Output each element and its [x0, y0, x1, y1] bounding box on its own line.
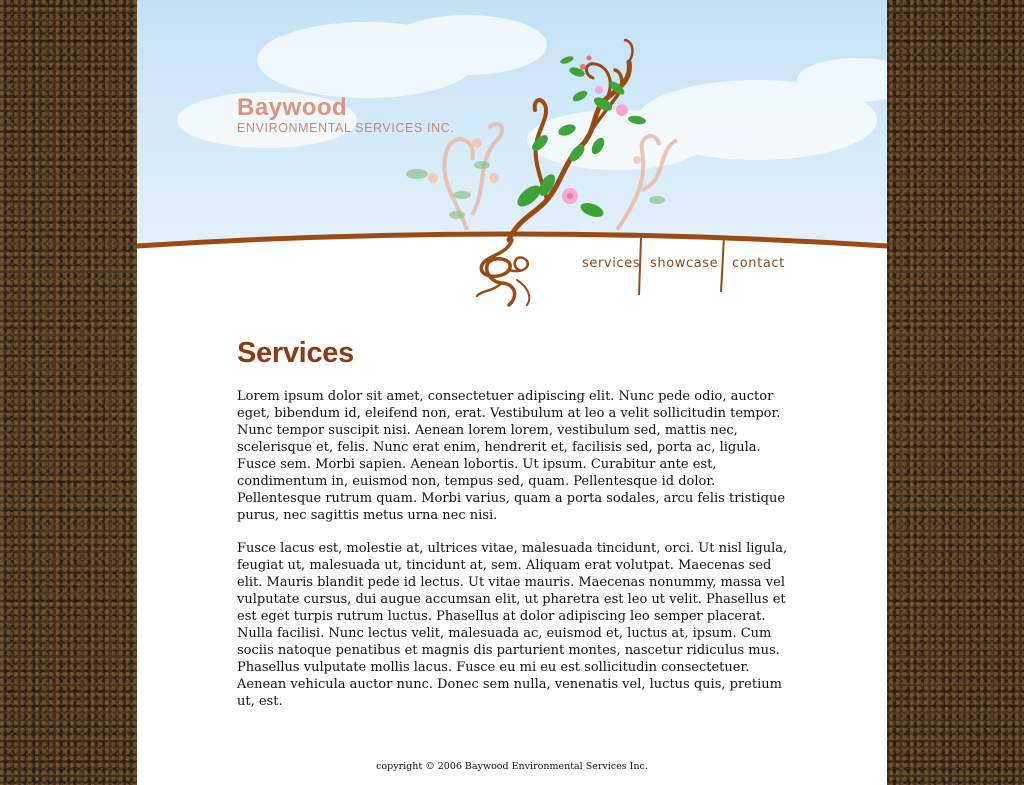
footer-copyright: copyright © 2006 Baywood Environmental Services Inc. — [376, 761, 648, 772]
body-paragraph: Fusce lacus est, molestie at, ultrices vitae, malesuada tincidunt, orci. Ut nisl ligula, feugiat ut, malesuada ut, tincidunt at, sem. Aliquam erat volutpat. Maecenas sed elit. Mauris blandit pede id lectus. Ut vitae mauris. Maecenas nonummy, massa vel vulputate cursus, dui augue accumsan elit, ut pharetra est leo ut velit. Phasellus et est eget turpis rutrum luctus. Phasellus at dolor adipiscing leo semper placerat. Nulla facilisi. Nunc lectus velit, malesuada ac, euismod et, luctus at, ipsum. Cum sociis natoque penatibus et magnis dis parturient montes, nascetur ridiculus mus. Phasellus vulputate mollis lacus. Fusce eu mi eu est sollicitudin consectetuer. Aenean vehicula auctor nunc. Donec sem nulla, venenatis vel, luctus quis, pretium ut, est. — [237, 541, 788, 709]
brand-logo[interactable] — [237, 95, 454, 135]
brand-name: Baywood — [237, 94, 348, 121]
nav-item-services[interactable]: services — [582, 256, 641, 271]
nav-divider — [721, 236, 724, 292]
page-title: Services — [237, 337, 354, 369]
nav-item-showcase[interactable]: showcase — [650, 256, 719, 271]
header — [137, 0, 887, 310]
main-content — [237, 337, 789, 726]
page-container — [137, 0, 887, 785]
body-paragraph: Lorem ipsum dolor sit amet, consectetuer adipiscing elit. Nunc pede odio, auctor eget, bibendum id, eleifend non, erat. Vestibulum at leo a velit sollicitudin tempor. Nunc tempor suscipit nisi. Aenean lorem lorem, vestibulum sed, mattis nec, scelerisque et, felis. Nunc erat enim, hendrerit et, facilisis sed, porta ac, ligula. Fusce sem. Morbi sapien. Aenean lobortis. Ut ipsum. Curabitur ante est, condimentum in, euismod non, tempus sed, quam. Pellentesque id dolor. Pellentesque rutrum quam. Morbi varius, quam a porta sodales, arcu felis tristique purus, nec sagittis metus urna nec nisi. — [237, 389, 786, 523]
brand-tagline: ENVIRONMENTAL SERVICES INC. — [237, 121, 455, 135]
nav-item-contact[interactable]: contact — [732, 256, 785, 271]
